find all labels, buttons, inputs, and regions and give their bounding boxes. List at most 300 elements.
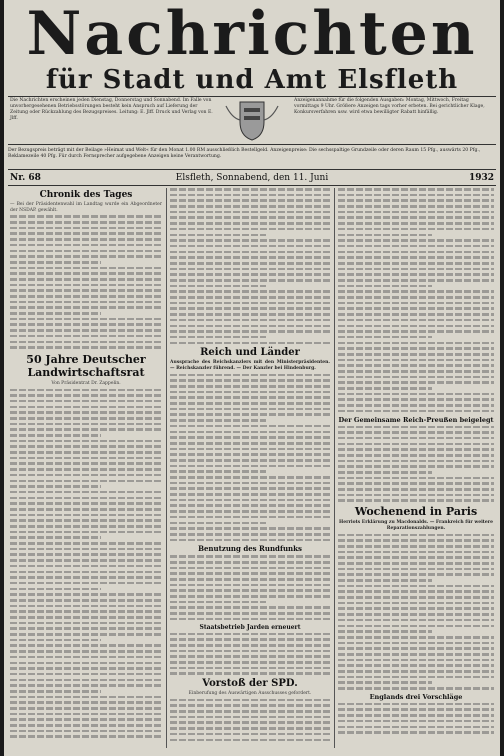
text-line [170,572,330,575]
text-block [170,188,330,344]
text-line [170,667,330,670]
text-line [10,673,162,676]
text-line [10,593,162,596]
text-line [170,672,330,675]
text-line [170,419,266,422]
headline-reich-preussen: Der Gemeinsame Reich-Preußen beigelegt [338,415,494,424]
text-line [10,306,162,309]
text-line [170,470,266,473]
text-line [338,625,494,628]
text-line [170,279,330,282]
text-line [338,499,494,502]
headline-reich-und-laender: Reich und Länder [200,347,300,359]
text-line [10,639,101,642]
text-block [338,188,494,412]
text-line [338,471,432,474]
rule [8,169,496,170]
text-line [170,655,330,658]
text-line [170,704,330,707]
text-line [338,590,494,593]
text-line [170,487,330,490]
headline-staatsbetrieb: Staatsbetrieb Jarden erneuert [199,623,301,631]
text-line [338,319,494,322]
text-block [338,703,494,734]
lead-vorstoss-spd: Einberufung des Auswärtigen Ausschusses gefordert. [188,691,312,697]
text-line [338,703,494,706]
text-line [10,457,162,460]
text-line [338,342,494,345]
text-line [338,431,494,434]
text-line [170,453,330,456]
byline: Von Präsidentrat Dr. Zappelin. [51,380,121,386]
text-line [170,459,330,462]
text-block [338,534,494,690]
text-line [170,307,330,310]
text-block [338,426,494,503]
text-line [338,676,494,679]
text-line [338,454,494,457]
lead-wochenend-paris: Herriots Erklärung zu Macdonalds. — Frankreich für weitere Reparationszahlungen. [339,520,493,531]
text-line [10,232,162,235]
text-line [170,465,330,468]
text-line [338,477,494,480]
text-line [10,440,162,443]
text-line [10,329,162,332]
headline-englands-vorschlaege: Englands drei Vorschläge [369,692,463,701]
text-line [338,642,494,645]
header-right-notice: Anzeigenannahme für die folgenden Ausgaben: Montag, Mittwoch, Freitag vormittags 9 Uhr. Größere Anzeigen tags vorher erbeten. Bei gerichtlicher Klage, Konkursverfahren usw. wird etwa bewilligter Rabatt hinfällig. [294,98,485,115]
text-line [170,522,266,525]
text-line [338,607,494,610]
text-line [338,556,494,559]
text-block [170,374,330,542]
text-line [170,442,330,445]
masthead-subtitle: für Stadt und Amt Elsfleth [45,65,459,95]
text-line [170,589,330,592]
text-line [170,527,330,530]
text-line [10,553,162,556]
text-line [10,514,162,517]
text-line [170,638,330,641]
text-line [338,534,494,537]
text-line [170,533,330,536]
text-line [170,721,330,724]
text-line [10,667,162,670]
text-line [10,312,101,315]
text-line [10,474,162,477]
text-line [170,699,330,702]
text-line [338,285,432,288]
text-line [170,739,330,742]
text-line [10,301,162,304]
headline-vorstoss-spd: Vorstoß der SPD. [202,678,298,690]
text-line [10,559,162,562]
text-line [338,681,432,684]
text-line [10,346,162,349]
text-line [170,374,330,377]
text-line [10,713,162,716]
text-line [10,656,162,659]
text-line [338,687,494,690]
text-line [338,222,494,225]
text-line [10,502,162,505]
text-line [10,272,162,275]
coat-of-arms-icon [222,98,282,142]
text-line [170,268,330,271]
text-line [338,630,432,633]
text-line [10,400,162,403]
text-line [10,323,162,326]
text-line [10,525,162,528]
text-line [10,610,162,613]
text-line [170,325,330,328]
rule [8,144,496,145]
text-line [10,389,162,392]
text-line [10,684,162,687]
text-line [170,476,330,479]
text-line [10,255,162,258]
text-line [338,602,494,605]
text-line [170,584,330,587]
text-line [10,599,162,602]
text-line [338,398,494,401]
text-line [338,393,494,396]
text-line [10,605,162,608]
issue-date: Elsfleth, Sonnabend, den 11. Juni [175,173,329,183]
text-line [338,188,494,191]
text-line [170,555,330,558]
text-line [10,394,162,397]
text-line [338,279,494,282]
text-line [10,295,162,298]
text-line [338,387,432,390]
text-line [170,408,330,411]
text-line [10,576,162,579]
text-line [170,595,330,598]
text-line [338,670,494,673]
text-line [10,221,162,224]
text-line [10,735,162,738]
text-line [10,406,162,409]
text-line [10,536,101,539]
text-line [338,426,494,429]
column-rule [166,188,167,748]
text-line [170,342,330,345]
text-line [170,661,330,664]
text-line [170,710,330,713]
text-line [10,644,162,647]
headline-chronik: Chronik des Tages [39,190,133,200]
text-line [170,194,330,197]
text-line [10,707,162,710]
text-line [170,211,330,214]
text-line [10,622,162,625]
text-line [170,402,330,405]
text-line [10,423,162,426]
text-line [338,720,494,723]
headline-rundfunk: Benutzung des Rundfunks [198,544,302,554]
text-line [10,542,162,545]
text-line [338,494,494,497]
text-line [170,606,330,609]
text-line [338,659,494,662]
column-1 [10,188,162,748]
text-line [338,568,494,571]
text-line [338,653,494,656]
text-line [10,428,162,431]
text-line [170,618,330,621]
lead-chronik: — Bei der Präsidentenwahl im Landtag wurde ein Abgeordneter der NSDAP. gewählt. [10,202,162,213]
text-line [338,579,432,582]
text-line [338,325,494,328]
text-line [170,716,330,719]
text-line [10,261,101,264]
issue-number: Nr. 68 [10,173,41,183]
text-line [10,244,162,247]
text-line [10,565,162,568]
text-line [338,194,494,197]
text-line [10,451,162,454]
text-line [170,245,330,248]
text-line [338,437,494,440]
text-line [338,562,494,565]
text-line [338,234,432,237]
text-line [10,531,162,534]
text-line [170,222,330,225]
text-line [10,588,101,591]
text-line [338,381,494,384]
text-line [170,228,330,231]
text-line [338,302,494,305]
text-line [170,727,330,730]
text-line [170,504,330,507]
text-line [170,516,330,519]
text-line [338,726,494,729]
text-line [10,718,162,721]
text-line [10,278,162,281]
text-line [170,273,330,276]
text-line [338,585,494,588]
newspaper-page [4,0,500,756]
text-line [170,499,330,502]
text-line [170,205,330,208]
column-3 [338,188,494,748]
text-line [338,256,494,259]
text-line [338,410,494,413]
text-line [170,285,266,288]
text-line [10,227,162,230]
text-line [10,548,162,551]
text-line [338,636,494,639]
text-line [338,613,494,616]
text-line [170,482,330,485]
text-line [338,619,494,622]
text-line [338,330,494,333]
text-line [338,708,494,711]
text-line [10,238,162,241]
text-line [338,370,494,373]
text-line [338,211,494,214]
text-line [338,488,494,491]
text-line [10,284,162,287]
text-line [338,443,494,446]
text-line [170,199,330,202]
text-line [338,296,494,299]
text-line [10,650,162,653]
text-line [338,353,494,356]
text-line [10,267,162,270]
text-line [170,612,330,615]
text-line [10,519,162,522]
text-line [338,313,494,316]
text-line [170,601,266,604]
text-line [10,627,162,630]
text-line [10,434,101,437]
text-line [10,485,101,488]
text-line [338,268,494,271]
text-line [170,330,330,333]
text-line [338,448,494,451]
text-line [338,239,494,242]
dateline [8,172,496,184]
text-line [338,205,494,208]
text-line [338,573,494,576]
column-rule [334,188,335,748]
text-line [170,313,330,316]
text-line [338,359,494,362]
text-line [10,724,162,727]
text-line [338,273,494,276]
text-line [170,234,266,237]
header-left-notice: Die Nachrichten erscheinen jeden Dienstag, Donnerstag und Sonnabend. Im Falle von unvorhergesehenen Betriebsstörungen besteht kein Anspruch auf Lieferung der Zeitung oder Rückzahlung des Bezugspreises. Leitung: E. Jlff. Druck und Verlag von E. Jlff. [10,98,213,121]
text-line [10,491,162,494]
text-line [170,733,330,736]
text-line [10,508,162,511]
text-line [10,335,162,338]
text-block [170,699,330,741]
text-line [338,245,494,248]
text-line [170,396,330,399]
text-line [170,425,330,428]
text-line [170,644,330,647]
text-line [10,468,162,471]
text-line [170,319,330,322]
text-line [338,199,494,202]
masthead-title: Nachrichten [26,0,478,69]
text-line [170,262,330,265]
text-line [170,336,266,339]
text-line [10,582,162,585]
text-line [338,482,494,485]
text-line [170,216,330,219]
text-line [10,289,162,292]
text-line [10,318,162,321]
text-line [10,480,162,483]
text-line [10,690,101,693]
text-line [338,465,494,468]
text-line [10,462,162,465]
text-line [338,551,494,554]
text-line [10,701,162,704]
text-line [170,539,330,542]
text-line [10,445,162,448]
text-line [338,664,494,667]
lead-reich-und-laender: Aussprache des Reichskanzlers mit den Ministerpräsidenten. — Reichskanzler führend. — Der Kanzler bei Hindenburg. [170,360,330,371]
headline-landwirtschaftsrat: 50 Jahre Deutscher Landwirtschaftsrat [26,352,146,379]
rule [8,96,496,97]
text-line [338,376,494,379]
column-2 [170,188,330,748]
text-line [338,307,494,310]
text-line [10,341,162,344]
headline-wochenend-paris: Wochenend in Paris [354,505,478,519]
text-line [10,250,162,253]
price-bar: Der Bezugspreis beträgt mit der Beilage »Heimat und Welt« für den Monat 1.00 RM ausschließlich Bestellgeld. Anzeigenpreise: Die sechsspaltige Grundzeile oder deren Raum 15 Pfg., auswärts 20 Pfg., Reklamezeile 40 Pfg. Für durch Fernsprecher aufgegebene Anzeigen keine Verantwortung. [8,148,481,159]
text-line [170,239,330,242]
text-line [10,215,162,218]
text-line [170,296,330,299]
text-line [170,290,330,293]
text-line [338,347,494,350]
text-line [10,662,162,665]
text-line [170,391,330,394]
text-line [170,385,330,388]
text-line [338,364,494,367]
text-line [170,188,330,191]
rule [8,185,496,186]
text-line [170,251,330,254]
text-line [338,731,494,734]
text-block [10,389,162,739]
text-line [10,679,162,682]
text-block [10,215,162,348]
text-line [170,302,330,305]
text-line [10,730,162,733]
text-line [338,216,494,219]
text-line [170,436,330,439]
text-line [10,411,162,414]
text-line [338,714,494,717]
text-line [338,336,432,339]
text-line [338,539,494,542]
text-line [338,262,494,265]
text-line [10,616,162,619]
text-line [170,413,330,416]
text-line [170,510,330,513]
text-line [10,633,162,636]
text-line [10,497,162,500]
text-line [338,228,494,231]
text-line [338,290,494,293]
text-line [170,633,330,636]
text-line [170,493,330,496]
text-line [338,545,494,548]
text-block [170,633,330,675]
text-line [338,251,494,254]
text-line [170,431,330,434]
text-line [170,578,330,581]
text-line [170,379,330,382]
text-line [338,596,494,599]
text-line [338,647,494,650]
text-line [170,650,330,653]
text-line [170,448,330,451]
text-line [338,460,494,463]
text-block [170,555,330,620]
issue-year: 1932 [468,173,494,183]
text-line [170,567,330,570]
text-line [10,417,162,420]
